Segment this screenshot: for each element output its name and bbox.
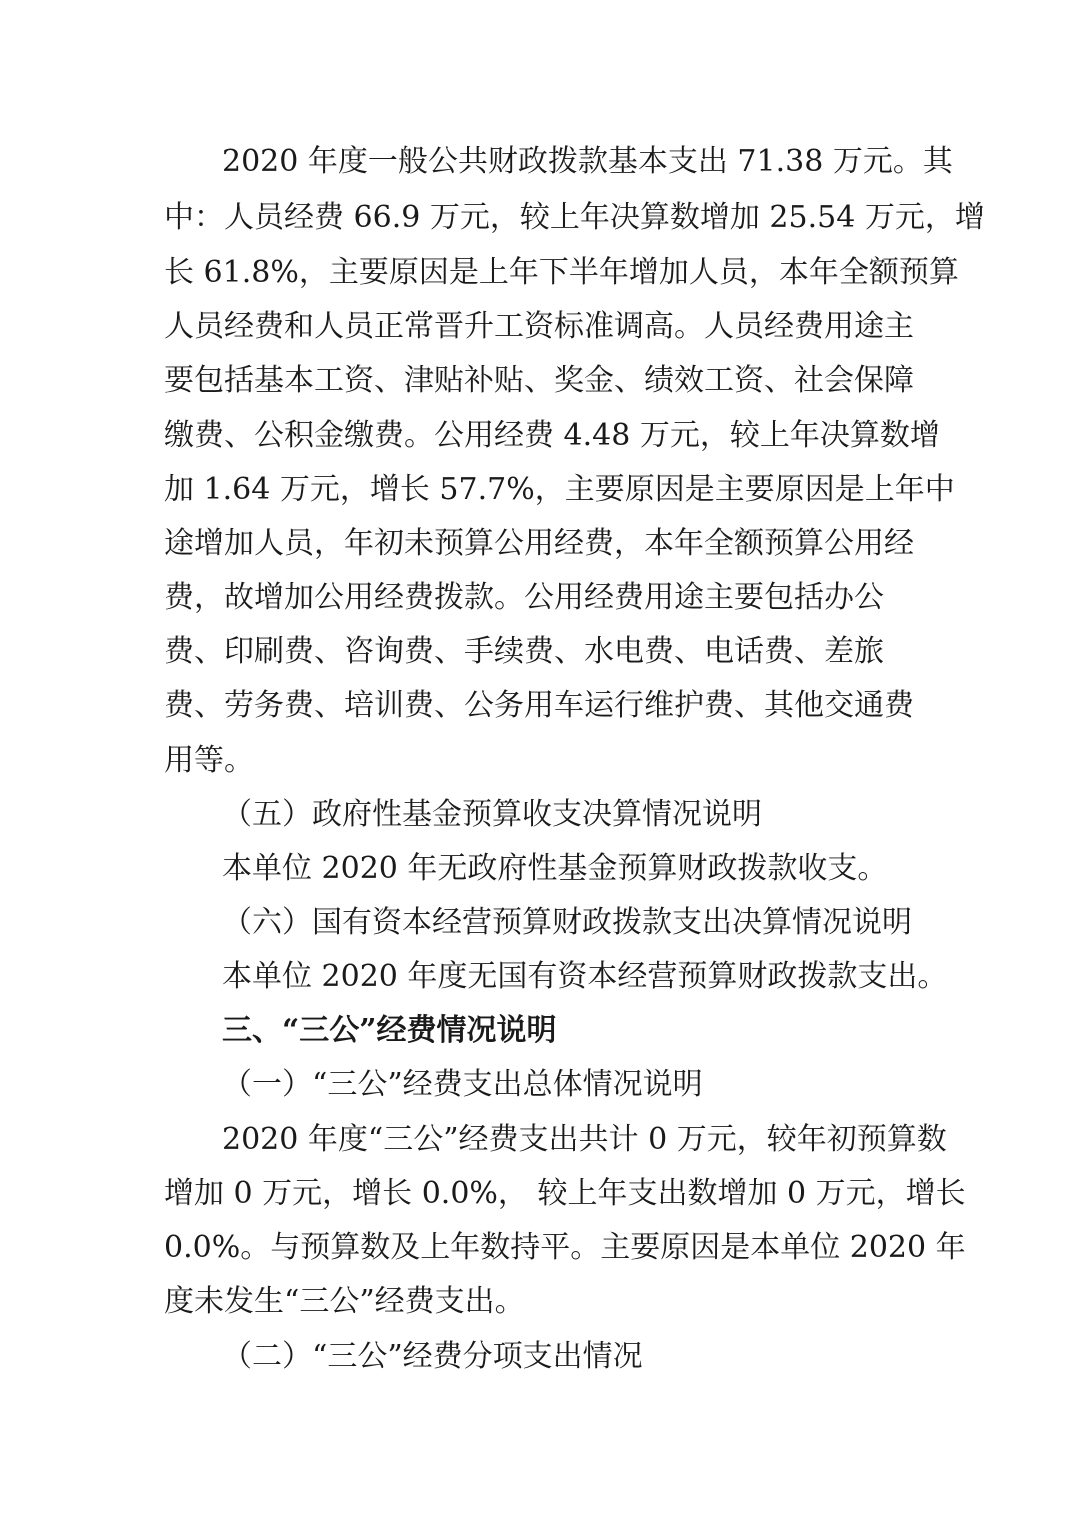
chapter-heading-3: 三、“三公”经费情况说明 [222, 1013, 557, 1048]
section-heading-2: （二）“三公”经费分项支出情况 [222, 1339, 643, 1374]
paragraph-line: 人员经费和人员正常晋升工资标准调高。人员经费用途主 [164, 309, 914, 344]
paragraph-line: 2020 年度“三公”经费支出共计 0 万元，较年初预算数 [222, 1122, 947, 1157]
section-heading-5: （五）政府性基金预算收支决算情况说明 [222, 797, 762, 832]
paragraph-line: 途增加人员，年初未预算公用经费，本年全额预算公用经 [164, 526, 914, 561]
paragraph-line: 费、劳务费、培训费、公务用车运行维护费、其他交通费 [164, 688, 914, 723]
paragraph-line: 缴费、公积金缴费。公用经费 4.48 万元，较上年决算数增 [164, 418, 940, 453]
paragraph-line: 0.0%。与预算数及上年数持平。主要原因是本单位 2020 年 [164, 1230, 966, 1265]
section-heading-1: （一）“三公”经费支出总体情况说明 [222, 1067, 703, 1102]
paragraph-line: 加 1.64 万元，增长 57.7%，主要原因是主要原因是上年中 [164, 472, 955, 507]
paragraph-line: 费，故增加公用经费拨款。公用经费用途主要包括办公 [164, 580, 884, 615]
paragraph-line: 要包括基本工资、津贴补贴、奖金、绩效工资、社会保障 [164, 363, 914, 398]
paragraph-line: 增加 0 万元，增长 0.0%， 较上年支出数增加 0 万元，增长 [164, 1176, 966, 1211]
paragraph-line: 中：人员经费 66.9 万元，较上年决算数增加 25.54 万元，增 [164, 200, 985, 235]
paragraph-line: 用等。 [164, 743, 254, 778]
paragraph-line: 本单位 2020 年度无国有资本经营预算财政拨款支出。 [222, 959, 948, 994]
paragraph-line: 费、印刷费、咨询费、手续费、水电费、电话费、差旅 [164, 634, 884, 669]
section-heading-6: （六）国有资本经营预算财政拨款支出决算情况说明 [222, 905, 912, 940]
paragraph-line: 2020 年度一般公共财政拨款基本支出 71.38 万元。其 [222, 144, 953, 179]
paragraph-line: 长 61.8%，主要原因是上年下半年增加人员，本年全额预算 [164, 255, 959, 290]
paragraph-line: 度未发生“三公”经费支出。 [164, 1284, 525, 1319]
paragraph-line: 本单位 2020 年无政府性基金预算财政拨款收支。 [222, 851, 888, 886]
